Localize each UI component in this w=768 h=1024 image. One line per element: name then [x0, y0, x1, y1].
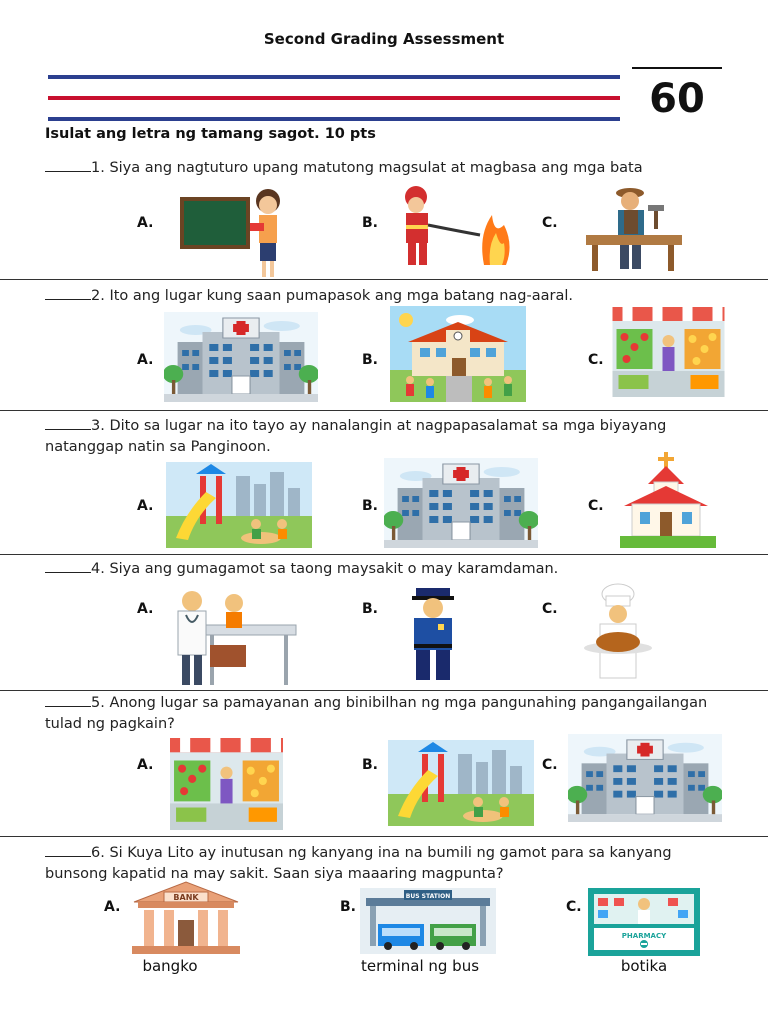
hospital-image: [384, 458, 538, 548]
firefighter-image: [388, 185, 524, 271]
question-2: 2. Ito ang lugar kung saan pumapasok ang mga batang nag-aaral.: [45, 286, 735, 307]
header-stripe-blue-bottom: [48, 117, 620, 121]
carpenter-image: [580, 183, 686, 275]
choice-letter: B.: [362, 498, 378, 514]
choice-letter: A.: [104, 899, 121, 915]
police-image: [398, 584, 468, 684]
question-5: 5. Anong lugar sa pamayanan ang binibilhan ng mga pangunahing pangangailangan tulad ng pagkain?: [45, 695, 708, 732]
answer-blank[interactable]: [45, 559, 91, 573]
choice-letter: A.: [137, 601, 154, 617]
question-3: 3. Dito sa lugar na ito tayo ay nanalangin at nagpapasalamat sa mga biyayang natanggap natin sa Panginoon.: [45, 418, 667, 455]
market-image: [612, 307, 725, 397]
choice-letter: A.: [137, 215, 154, 231]
choice-letter: B.: [362, 352, 378, 368]
question-1: 1. Siya ang nagtuturo upang matutong magsulat at magbasa ang mga bata: [45, 158, 735, 179]
question-divider: [0, 554, 768, 555]
choice-letter: C.: [542, 757, 558, 773]
answer-blank[interactable]: [45, 693, 91, 707]
pharmacy-image: [588, 888, 700, 956]
bank-sign: BANK: [173, 893, 199, 902]
choice-letter: A.: [137, 498, 154, 514]
question-divider: [0, 836, 768, 837]
choice-caption: bangko: [142, 957, 198, 975]
choice-letter: C.: [542, 215, 558, 231]
total-score: 60: [649, 76, 705, 122]
instructions: Isulat ang letra ng tamang sagot. 10 pts: [45, 126, 376, 142]
choice-letter: B.: [362, 601, 378, 617]
page-title: Second Grading Assessment: [263, 30, 505, 48]
chef-image: [578, 582, 658, 686]
bank-image: [130, 880, 242, 956]
answer-blank[interactable]: [45, 416, 91, 430]
market-image: [170, 738, 283, 830]
hospital-image: [568, 734, 722, 822]
choice-letter: B.: [362, 757, 378, 773]
pharmacy-sign: PHARMACY: [621, 932, 667, 940]
header-stripe-red: [48, 96, 620, 100]
score-line: [632, 67, 722, 69]
bus-station-sign: BUS STATION: [405, 893, 451, 900]
answer-blank[interactable]: [45, 158, 91, 172]
school-image: [390, 306, 526, 402]
doctor-image: [164, 585, 298, 691]
question-divider: [0, 279, 768, 280]
choice-letter: C.: [588, 352, 604, 368]
playground-image: [166, 462, 312, 548]
choice-caption: terminal ng bus: [360, 957, 480, 975]
header-stripe-blue-top: [48, 75, 620, 79]
choice-letter: B.: [340, 899, 356, 915]
choice-letter: A.: [137, 757, 154, 773]
question-divider: [0, 410, 768, 411]
question-divider: [0, 690, 768, 691]
choice-letter: A.: [137, 352, 154, 368]
choice-letter: C.: [542, 601, 558, 617]
church-image: [620, 450, 716, 548]
answer-blank[interactable]: [45, 843, 91, 857]
question-6: 6. Si Kuya Lito ay inutusan ng kanyang ina na bumili ng gamot para sa kanyang bunsong kapatid na may sakit. Saan siya maaaring magpunta?: [45, 845, 672, 882]
choice-letter: B.: [362, 215, 378, 231]
teacher-image: [180, 185, 296, 279]
choice-caption: botika: [620, 957, 668, 975]
answer-blank[interactable]: [45, 286, 91, 300]
playground-image: [388, 740, 534, 826]
hospital-image: [164, 312, 318, 402]
choice-letter: C.: [566, 899, 582, 915]
question-4: 4. Siya ang gumagamot sa taong maysakit o may karamdaman.: [45, 559, 735, 580]
choice-letter: C.: [588, 498, 604, 514]
bus-station-image: [360, 888, 496, 954]
